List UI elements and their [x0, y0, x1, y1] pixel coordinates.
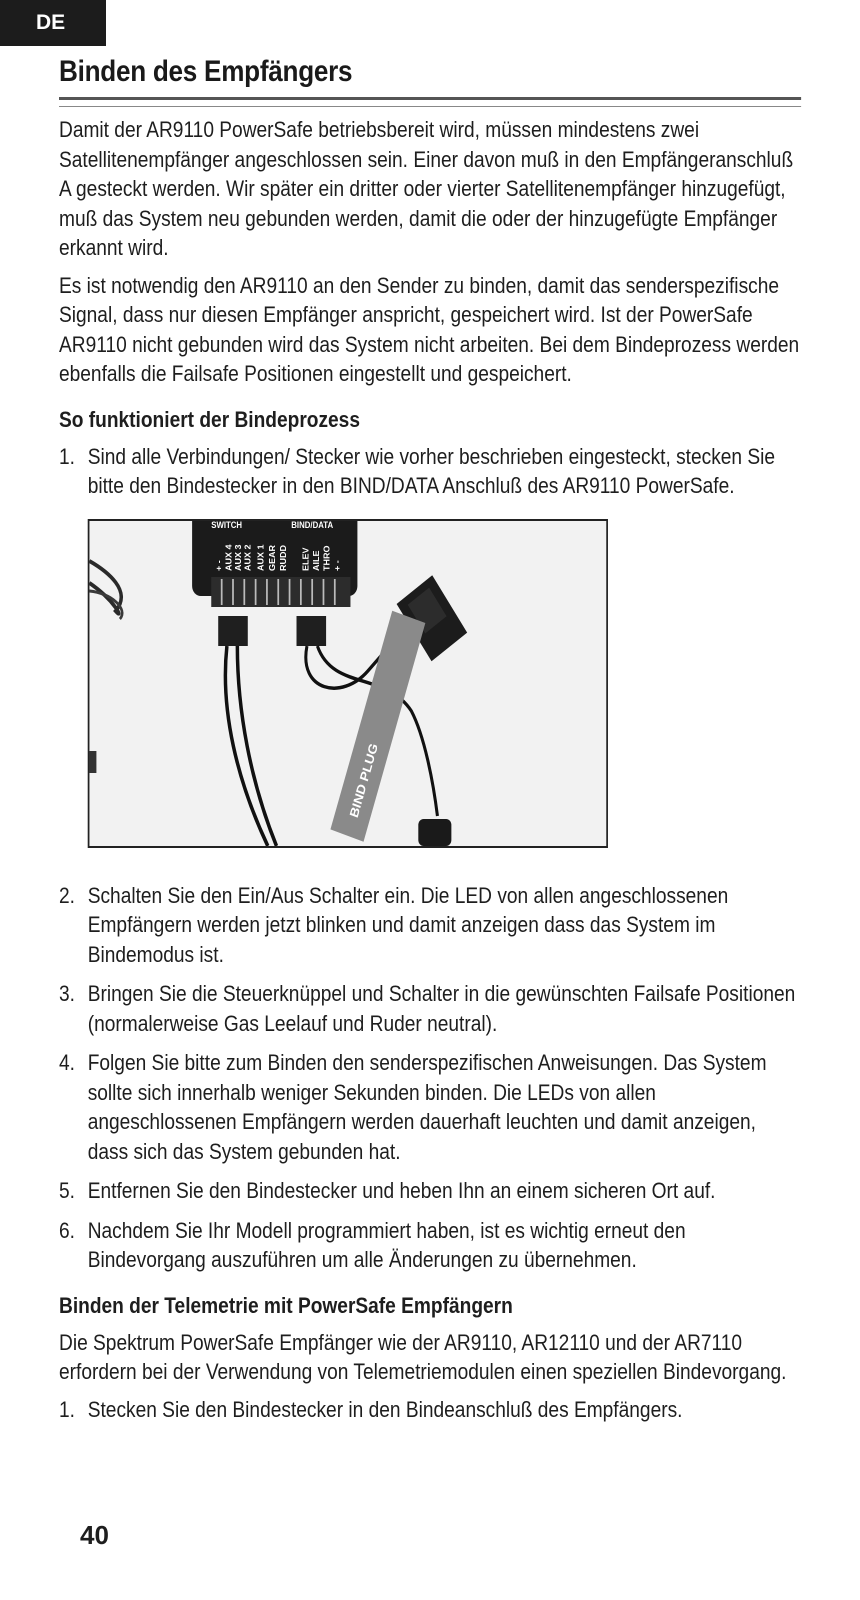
page-number: 40	[80, 1520, 109, 1550]
port-label: THRO	[322, 545, 332, 571]
port-label: RUDD	[278, 544, 288, 571]
language-tab: DE	[0, 0, 106, 46]
list-item	[59, 1395, 801, 1425]
step-text: Entfernen Sie den Bindestecker und heben Ihn an einem sicheren Ort auf.	[87, 1178, 716, 1203]
bind-data-label: BIND/DATA	[291, 520, 334, 530]
title-rule	[59, 97, 801, 107]
page-title: Binden des Empfängers	[59, 55, 353, 88]
intro-paragraph: Damit der AR9110 PowerSafe betriebsbereit wird, müssen mindestens zwei Satellitenempfänger angeschlossen sein. Einer davon muß in den Empfängeranschluß A gesteckt werden. Wir später ein dritter oder vierter Satellitenempfänger hinzugefügt, muß das System neu gebunden werden, damit die oder der hinzugefügte Empfänger erkannt wird.	[59, 117, 794, 260]
telemetry-paragraph: Die Spektrum PowerSafe Empfänger wie der AR9110, AR12110 und der AR7110 erfordern bei der Verwendung von Telemetriemodulen einen speziellen Bindevorgang.	[59, 1329, 787, 1384]
step-text: Sind alle Verbindungen/ Stecker wie vorher beschrieben eingesteckt, stecken Sie bitte den Bindestecker in den BIND/DATA Anschluß des AR9110 PowerSafe.	[87, 443, 776, 498]
step-text: Folgen Sie bitte zum Binden den senderspezifischen Anweisungen. Das System sollte sich innerhalb weniger Sekunden binden. Die LEDs von allen angeschlossenen Empfängern werden dauerhaft leuchten und damit anzeigen, dass sich das System gebunden hat.	[87, 1050, 767, 1164]
section-heading-telemetry: Binden der Telemetrie mit PowerSafe Empfängern	[59, 1292, 513, 1318]
receiver-bind-plug-photo	[88, 519, 608, 848]
step-number: 1.	[59, 1396, 75, 1422]
step-number: 4.	[59, 1050, 75, 1075]
bind-steps-list	[59, 442, 801, 501]
port-label: AUX 1	[256, 544, 266, 571]
step-number: 6.	[59, 1217, 75, 1243]
port-label: + -	[214, 559, 224, 571]
bind-steps-list-continued	[59, 881, 801, 1275]
port-label: ELEV	[301, 547, 311, 571]
switch-label: SWITCH	[211, 520, 243, 530]
section-heading-bind-process: So funktioniert der Bindeprozess	[59, 406, 360, 432]
list-item	[59, 881, 801, 970]
step-text: Schalten Sie den Ein/Aus Schalter ein. Die LED von allen angeschlossenen Empfängern werden jetzt blinken und damit anzeigen dass das System im Bindemodus ist.	[87, 882, 729, 967]
port-label: AUX 2	[242, 544, 253, 571]
port-label: AUX 4	[223, 544, 234, 571]
step-number: 5.	[59, 1178, 75, 1203]
step-text: Bringen Sie die Steuerknüppel und Schalter in die gewünschten Failsafe Positionen (normalerweise Gas Leelauf und Ruder neutral).	[87, 981, 796, 1036]
list-item	[59, 979, 801, 1038]
step-text: Stecken Sie den Bindestecker in den Bindeanschluß des Empfängers.	[87, 1396, 683, 1422]
step-text: Nachdem Sie Ihr Modell programmiert haben, ist es wichtig erneut den Bindevorgang auszuführen um alle Änderungen zu übernehmen.	[87, 1217, 686, 1272]
port-label: + -	[332, 559, 342, 571]
step-number: 3.	[59, 981, 75, 1006]
list-item	[59, 1216, 801, 1275]
port-label: GEAR	[267, 544, 277, 571]
port-label: AILE	[311, 550, 321, 571]
step-number: 1.	[59, 443, 75, 469]
photo-figure	[59, 511, 801, 881]
step-number: 2.	[59, 882, 75, 908]
list-item	[59, 1176, 801, 1206]
intro-paragraph: Es ist notwendig den AR9110 an den Sender zu binden, damit das senderspezifische Signal, dass nur diesen Empfänger anspricht, gespeichert wird. Ist der PowerSafe AR9110 nicht gebunden wird das System nicht arbeiten. Bei dem Bindeprozess werden ebenfalls die Failsafe Positionen eingestellt und gespeichert.	[59, 272, 800, 386]
bind-plug-tag-label: BIND PLUG	[346, 740, 381, 819]
list-item	[59, 442, 801, 501]
port-label: AUX 3	[233, 544, 243, 571]
telemetry-steps-list	[59, 1395, 801, 1425]
list-item	[59, 1048, 801, 1166]
page-content	[59, 52, 800, 1434]
